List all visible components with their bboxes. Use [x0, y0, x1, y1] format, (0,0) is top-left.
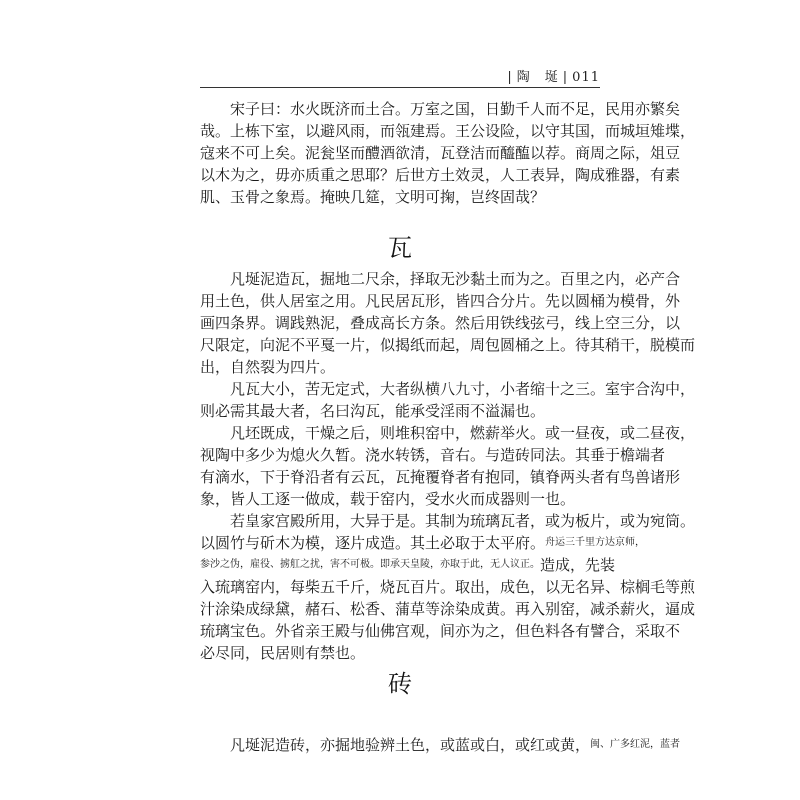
text-line: 用土色，供人居室之用。凡民居瓦形，皆四合分片。先以圆桶为模骨，外 — [200, 292, 681, 310]
text-line: 有滴水，下于脊沿者有云瓦，瓦掩覆脊者有抱同，镇脊两头者有鸟兽诸形 — [200, 468, 681, 486]
intro-paragraph — [200, 98, 696, 208]
text-line: 则必需其最大者，名曰沟瓦，能承受淫雨不溢漏也。 — [200, 402, 546, 420]
text-line: 以木为之，毋亦质重之思耶？后世方土效灵，人工表异，陶成雅器，有素 — [200, 166, 681, 184]
text-line: 必尽同，民居则有禁也。 — [200, 644, 366, 662]
text-line-with-note — [200, 734, 681, 756]
header-rule — [200, 87, 600, 88]
text-line: 琉璃宝色。外省亲王殿与仙佛宫观，间亦为之，但色料各有譬合，采取不 — [200, 622, 681, 640]
section-wa-body — [200, 268, 696, 664]
text-line: 哉。上栋下室，以避风雨，而瓴建焉。王公设险，以守其国，而城垣雉堞， — [200, 122, 696, 140]
chapter-title: 陶 埏 — [516, 70, 559, 85]
text-line-with-note — [200, 532, 646, 554]
text-line: 入琉璃窑内，每柴五千斤，烧瓦百片。取出，成色，以无名异、棕榈毛等煎 — [200, 578, 696, 596]
page-number: 011 — [572, 70, 600, 85]
text-line: 画四条界。调践熟泥，叠成高长方条。然后用铁线弦弓，线上空三分，以 — [200, 314, 681, 332]
inline-note: 舟运三千里方达京师， — [545, 537, 646, 548]
text-line: 汁涂染成绿黛，赭石、松香、蒲草等涂染成黄。再入别窑，减杀薪火，逼成 — [200, 600, 696, 618]
text-line-main: 造成，先装 — [540, 556, 616, 574]
text-line-main: 以圆竹与斫木为模，逐片成造。其土必取于太平府。 — [200, 534, 546, 552]
running-header: | 陶 埏 | 011 — [507, 70, 600, 85]
text-line: 凡埏泥造瓦，掘地二尺余，择取无沙黏土而为之。百里之内，必产合 — [230, 270, 681, 288]
text-line: 尺限定，向泥不平戛一片，似揭纸而起，周包圆桶之上。待其稍干，脱模而 — [200, 336, 696, 354]
text-line: 凡坯既成，干燥之后，则堆积窑中，燃薪举火。或一昼夜，或二昼夜， — [230, 424, 696, 442]
text-line: 出，自然裂为四片。 — [200, 358, 336, 376]
text-line: 凡瓦大小，苦无定式，大者纵横八九寸，小者缩十之三。室宇合沟中， — [230, 380, 696, 398]
section-title-zhuan: 砖 — [388, 670, 412, 698]
text-line: 若皇家宫殿所用，大异于是。其制为琉璃瓦者，或为板片，或为宛筒。 — [230, 512, 696, 530]
section-title-wa: 瓦 — [388, 234, 412, 262]
text-line: 宋子曰：水火既济而土合。万室之国，日勤千人而不足，民用亦繁矣 — [230, 100, 681, 118]
text-line: 视陶中多少为熄火久暂。浇水转锈，音右。与造砖同法。其垂于檐端者 — [200, 446, 666, 464]
text-line: 肌、玉骨之象焉。掩映几筵，文明可掬，岂终固哉？ — [200, 188, 546, 206]
text-line: 象，皆人工逐一做成，载于窑内，受水火而成器则一也。 — [200, 490, 576, 508]
inline-note: 参沙之伪，雇役、掳舡之扰，害不可极。即承天皇陵，亦取于此，无人议正。 — [200, 559, 540, 570]
text-line-main: 凡埏泥造砖，亦掘地验辨土色，或蓝或白，或红或黄， — [230, 736, 591, 754]
section-zhuan-body — [200, 734, 681, 756]
text-line-with-note — [200, 554, 616, 576]
inline-note: 闽、广多红泥，蓝者 — [590, 739, 681, 750]
text-line: 寇来不可上矣。泥瓮坚而醴酒欲清，瓦登洁而醯醢以荐。商周之际，俎豆 — [200, 144, 681, 162]
